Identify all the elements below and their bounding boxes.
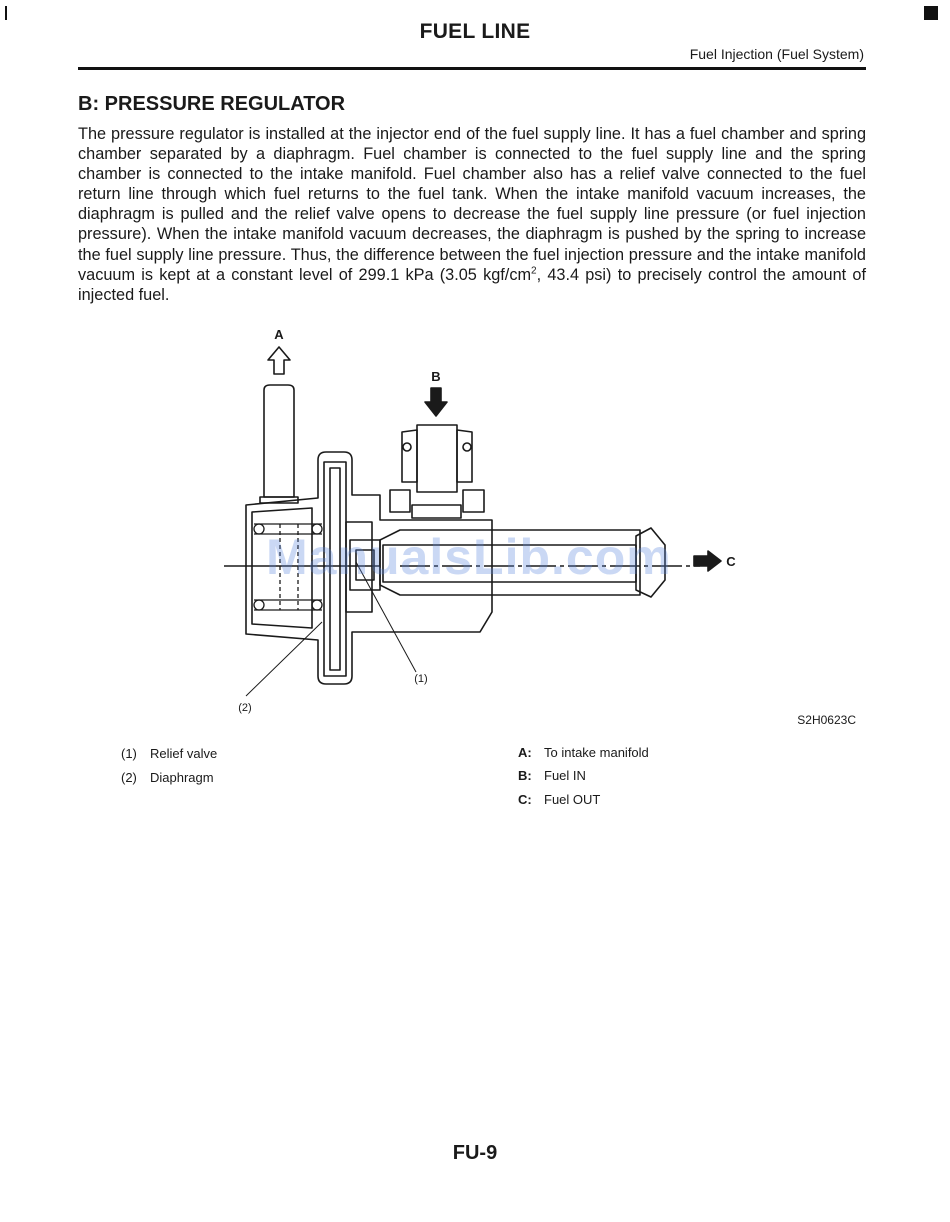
legend-key: B: (518, 768, 532, 783)
pressure-regulator-diagram (200, 320, 760, 740)
vacuum-port (264, 385, 294, 497)
legend-item-relief-valve (121, 746, 217, 761)
legend-key: A: (518, 745, 532, 760)
leader-line-2 (246, 622, 322, 696)
body-text-end: , 43.4 psi) to precisely control the amount of injected fuel. (78, 265, 866, 304)
label-a: A (274, 327, 284, 342)
legend-text: Diaphragm (150, 770, 214, 785)
legend-key: C: (518, 792, 532, 807)
legend-text: Fuel OUT (544, 792, 601, 807)
legend-text: To intake manifold (544, 745, 649, 760)
page-title: FUEL LINE (419, 20, 531, 43)
legend-num: (2) (121, 770, 137, 785)
arrow-right-icon (694, 551, 721, 571)
legend-item-diaphragm (121, 770, 214, 785)
legend-text: Relief valve (150, 746, 218, 761)
fuel-outlet (380, 530, 640, 595)
legend-item-a (518, 745, 649, 760)
header-rule (78, 67, 866, 70)
legend-item-b (518, 768, 586, 783)
regulator-housing (246, 452, 492, 684)
legend-text: Fuel IN (544, 768, 586, 783)
arrow-down-icon (425, 388, 447, 416)
watermark: ManualsLib.com (266, 529, 672, 585)
body-superscript: 2 (531, 265, 537, 277)
callout-1: (1) (414, 673, 428, 685)
callout-2: (2) (238, 702, 252, 714)
label-b: B (431, 369, 441, 384)
label-c: C (726, 554, 736, 569)
page-number: FU-9 (452, 1142, 498, 1164)
leader-line-1 (356, 562, 416, 672)
corner-mark (924, 6, 938, 20)
margin-bar (5, 6, 7, 20)
section-title: B: PRESSURE REGULATOR (78, 93, 346, 115)
legend-num: (1) (121, 746, 137, 761)
relief-valve (350, 540, 380, 590)
body-text-main: The pressure regulator is installed at the injector end of the fuel supply line. It has a fuel chamber and spring chamber separated by a diaphragm. Fuel chamber is connected to the fuel supply line and the spring chamber is connected to the intake manifold. Fuel chamber also has a relief valve connected to the fuel return line through which fuel returns to the fuel tank. When the intake manifold vacuum increases, the diaphragm is pulled and the relief valve opens to decrease the fuel supply line pressure (or fuel injection pressure). When the intake manifold vacuum decreases, the diaphragm is pushed by the spring to increase the fuel supply line pressure. Thus, the difference between the fuel injection pressure and the intake manifold vacuum is kept at a constant level of 299.1 kPa (3.05 kgf/cm (78, 125, 866, 284)
legend-item-c (518, 792, 600, 807)
section-header: Fuel Injection (Fuel System) (689, 46, 864, 62)
fuel-inlet (417, 425, 457, 492)
figure-id: S2H0623C (797, 713, 856, 727)
arrow-up-icon (268, 347, 290, 374)
body-paragraph (78, 124, 866, 305)
